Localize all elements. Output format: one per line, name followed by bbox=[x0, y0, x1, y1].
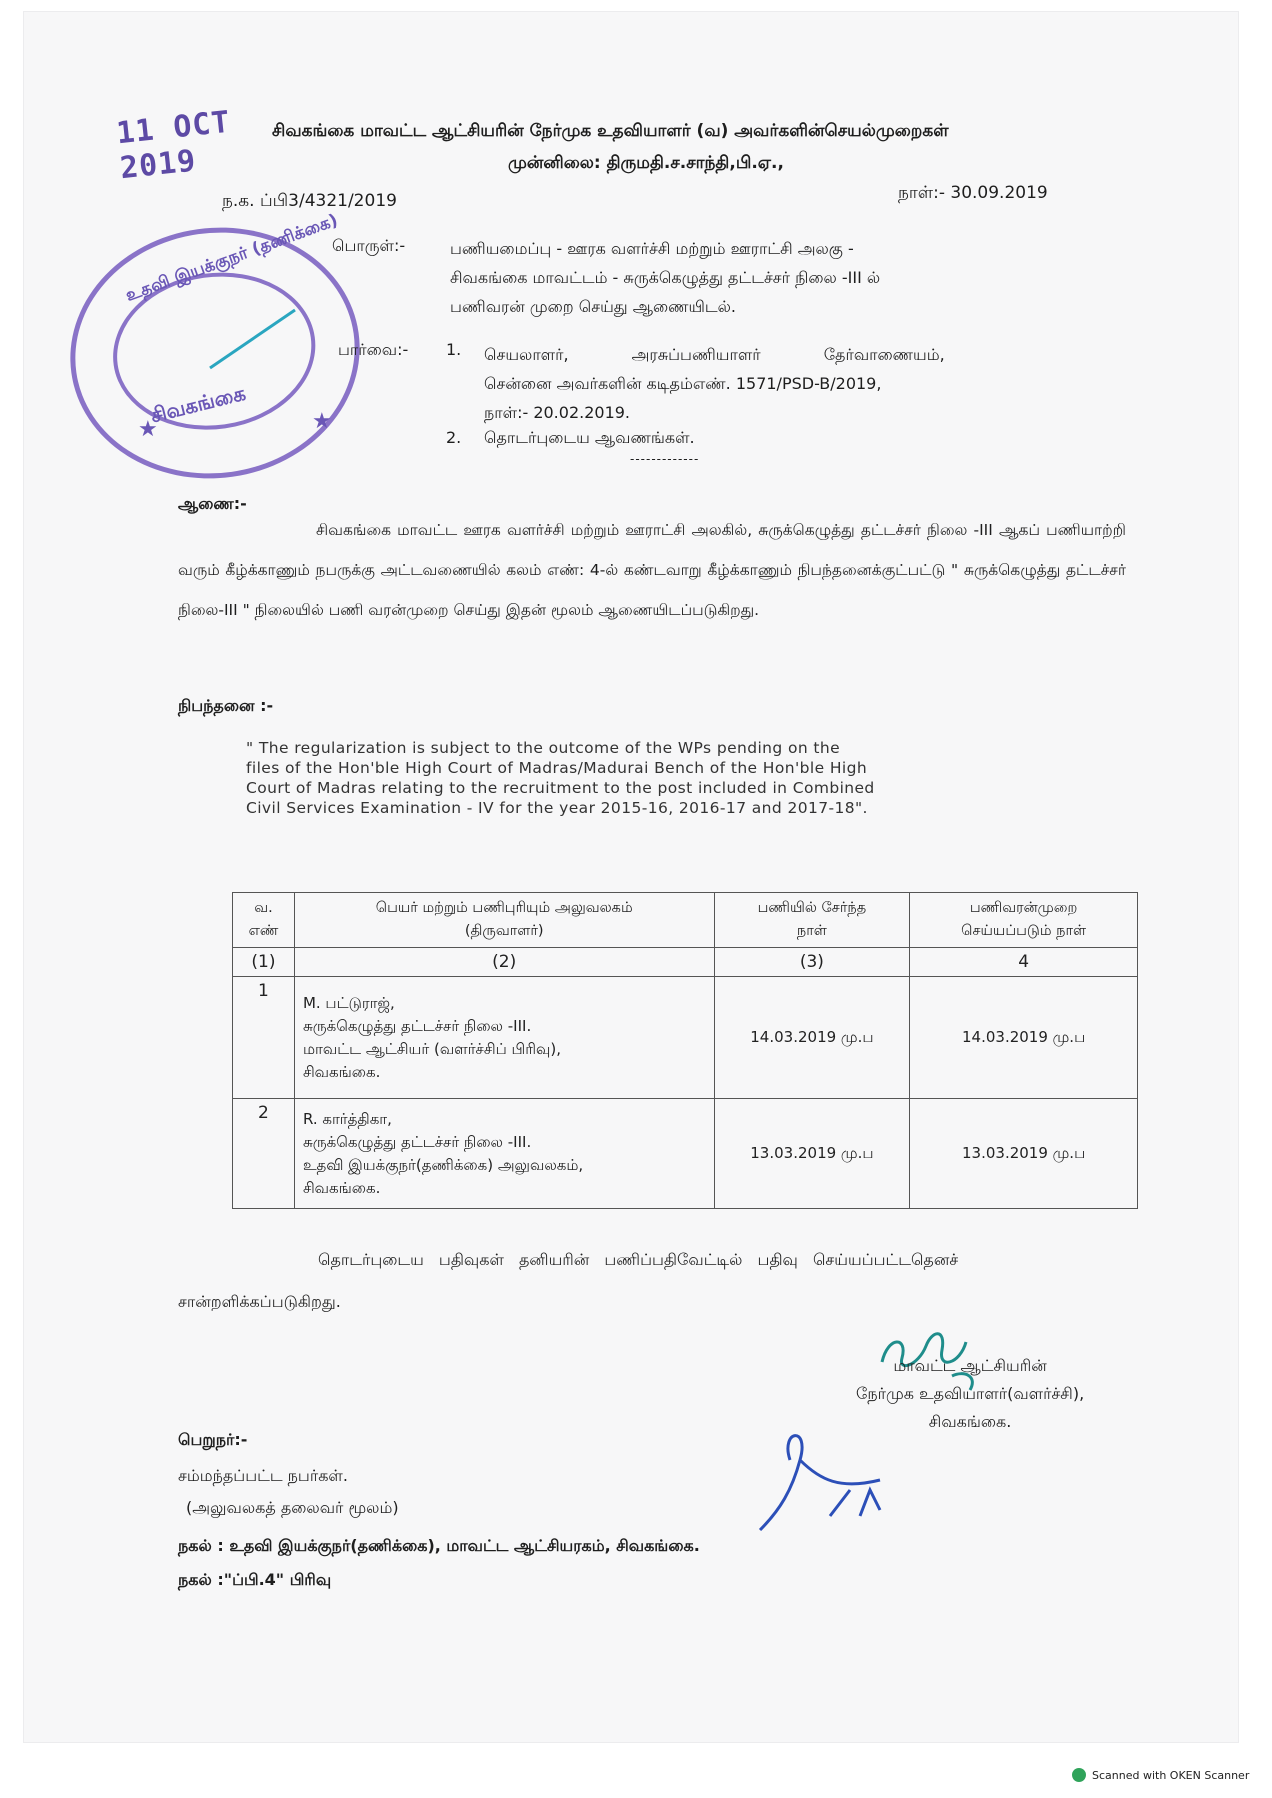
signatory-line: நேர்முக உதவியாளர்(வளர்ச்சி), bbox=[856, 1384, 1085, 1403]
scanner-badge bbox=[1072, 1768, 1249, 1782]
certification-line: தொடர்புடைய பதிவுகள் தனியரின் பணிப்பதிவேட்டில் பதிவு செய்யப்பட்டதெனச் bbox=[318, 1250, 959, 1269]
reference-item bbox=[484, 340, 945, 427]
row-joined-date: 14.03.2019 மு.ப bbox=[714, 977, 910, 1099]
condition-line: " The regularization is subject to the outcome of the WPs pending on the bbox=[246, 739, 841, 757]
certification-line: சான்றளிக்கப்படுகிறது. bbox=[178, 1292, 341, 1311]
stamp-date: 11 OCT 2019 bbox=[114, 104, 233, 187]
copy-line: நகல் :"ப்பி.4" பிரிவு bbox=[178, 1570, 332, 1589]
table-header-row bbox=[233, 893, 1138, 948]
header-joined-date: பணியில் சேர்ந்த நாள் bbox=[714, 893, 910, 948]
stamp-star-icons bbox=[80, 240, 360, 480]
condition-line: Court of Madras relating to the recruitment to the post included in Combined bbox=[246, 779, 875, 797]
stamp-top-text: உதவி இயக்குநர் (தணிக்கை) bbox=[122, 210, 341, 306]
subject-line: சிவகங்கை மாவட்டம் - சுருக்கெழுத்து தட்டச்சர் நிலை -III ல் bbox=[450, 268, 881, 287]
row-regularized-date: 14.03.2019 மு.ப bbox=[910, 977, 1138, 1099]
signatory-line: மாவட்ட ஆட்சியரின் bbox=[893, 1356, 1047, 1375]
order-label: ஆணை:- bbox=[178, 494, 247, 513]
recipients-block bbox=[178, 1460, 399, 1524]
header-title: சிவகங்கை மாவட்ட ஆட்சியரின் நேர்முக உதவியாளர் (வ) அவர்களின்செயல்முறைகள் bbox=[272, 121, 949, 141]
regularization-table bbox=[232, 892, 1138, 1209]
stamp-place: சிவகங்கை bbox=[148, 380, 248, 428]
row-serial: 2 bbox=[233, 1099, 295, 1209]
header-regularization-date: பணிவரன்முறை செய்யப்படும் நாள் bbox=[910, 893, 1138, 948]
initial-stroke-icon bbox=[210, 310, 295, 368]
column-number: (2) bbox=[294, 948, 714, 977]
order-paragraph: சிவகங்கை மாவட்ட ஊரக வளர்ச்சி மற்றும் ஊராட்சி அலகில், சுருக்கெழுத்து தட்டச்சர் நிலை -III ஆகப் பணியாற்றி வரும் கீழ்க்காணும் நபருக்கு அட்டவணையில் கலம் எண்: 4-ல் கண்டவாறு கீழ்க்காணும் நிபந்தனைக்குட்பட்டு " சுருக்கெழுத்து தட்டச்சர் நிலை-III " நிலையில் பணி வரன்முறை செய்து இதன் மூலம் ஆணையிடப்படுகிறது. bbox=[178, 521, 1126, 619]
header-presiding: முன்னிலை: திருமதி.ச.சாந்தி,பி.ஏ., bbox=[508, 153, 784, 173]
subject-line: பணியமைப்பு - ஊரக வளர்ச்சி மற்றும் ஊராட்சி அலகு - bbox=[450, 239, 854, 258]
order-date: நாள்:- 30.09.2019 bbox=[898, 183, 1048, 203]
reference-line: செயலாளர், அரசுப்பணியாளர் தேர்வாணையம், bbox=[484, 345, 945, 364]
header-name-office: பெயர் மற்றும் பணிபுரியும் அலுவலகம் (திருவாளர்) bbox=[294, 893, 714, 948]
row-regularized-date: 13.03.2019 மு.ப bbox=[910, 1099, 1138, 1209]
column-number: 4 bbox=[910, 948, 1138, 977]
star-icon: ★ bbox=[312, 409, 332, 434]
condition-line: Civil Services Examination - IV for the year 2015-16, 2016-17 and 2017-18". bbox=[246, 799, 868, 817]
reference-item-number: 2. bbox=[446, 428, 462, 447]
initial-signature-icon bbox=[730, 1420, 900, 1550]
condition-block bbox=[246, 738, 875, 818]
header-serial: வ. எண் bbox=[233, 893, 295, 948]
reference-number: ந.க. ப்பி3/4321/2019 bbox=[222, 191, 397, 211]
signatory-line: சிவகங்கை. bbox=[928, 1412, 1012, 1431]
column-number: (1) bbox=[233, 948, 295, 977]
recipient-line: (அலுவலகத் தலைவர் மூலம்) bbox=[186, 1498, 399, 1517]
table-row bbox=[233, 977, 1138, 1099]
row-details: R. கார்த்திகா, சுருக்கெழுத்து தட்டச்சர் நிலை -III. உதவி இயக்குநர்(தணிக்கை) அலுவலகம், சிவகங்கை. bbox=[294, 1099, 714, 1209]
condition-label: நிபந்தனை :- bbox=[178, 696, 274, 715]
reference-label: பார்வை:- bbox=[338, 340, 409, 359]
row-details: M. பட்டுராஜ், சுருக்கெழுத்து தட்டச்சர் நிலை -III. மாவட்ட ஆட்சியர் (வளர்ச்சிப் பிரிவு), சிவகங்கை. bbox=[294, 977, 714, 1099]
recipients-label: பெறுநர்:- bbox=[178, 1430, 248, 1449]
subject-label: பொருள்:- bbox=[332, 236, 406, 255]
copy-line: நகல் : உதவி இயக்குநர்(தணிக்கை), மாவட்ட ஆட்சியரகம், சிவகங்கை. bbox=[178, 1536, 700, 1555]
table-column-number-row bbox=[233, 948, 1138, 977]
row-serial: 1 bbox=[233, 977, 295, 1099]
recipient-line: சம்மந்தப்பட்ட நபர்கள். bbox=[178, 1466, 348, 1485]
reference-item-number: 1. bbox=[446, 340, 462, 359]
reference-line: தொடர்புடைய ஆவணங்கள். bbox=[484, 428, 695, 447]
condition-line: files of the Hon'ble High Court of Madras/Madurai Bench of the Hon'ble High bbox=[246, 759, 868, 777]
row-joined-date: 13.03.2019 மு.ப bbox=[714, 1099, 910, 1209]
divider: ------------- bbox=[630, 452, 700, 466]
table-row bbox=[233, 1099, 1138, 1209]
subject-line: பணிவரன் முறை செய்து ஆணையிடல். bbox=[450, 297, 737, 316]
subject-block bbox=[450, 234, 880, 321]
reference-line: சென்னை அவர்களின் கடிதம்எண். 1571/PSD-B/2019, bbox=[484, 374, 882, 393]
scanner-logo-icon bbox=[1072, 1768, 1086, 1782]
column-number: (3) bbox=[714, 948, 910, 977]
star-icon: ★ bbox=[138, 417, 158, 442]
scanner-label: Scanned with OKEN Scanner bbox=[1092, 1769, 1250, 1782]
reference-line: நாள்:- 20.02.2019. bbox=[484, 403, 631, 422]
